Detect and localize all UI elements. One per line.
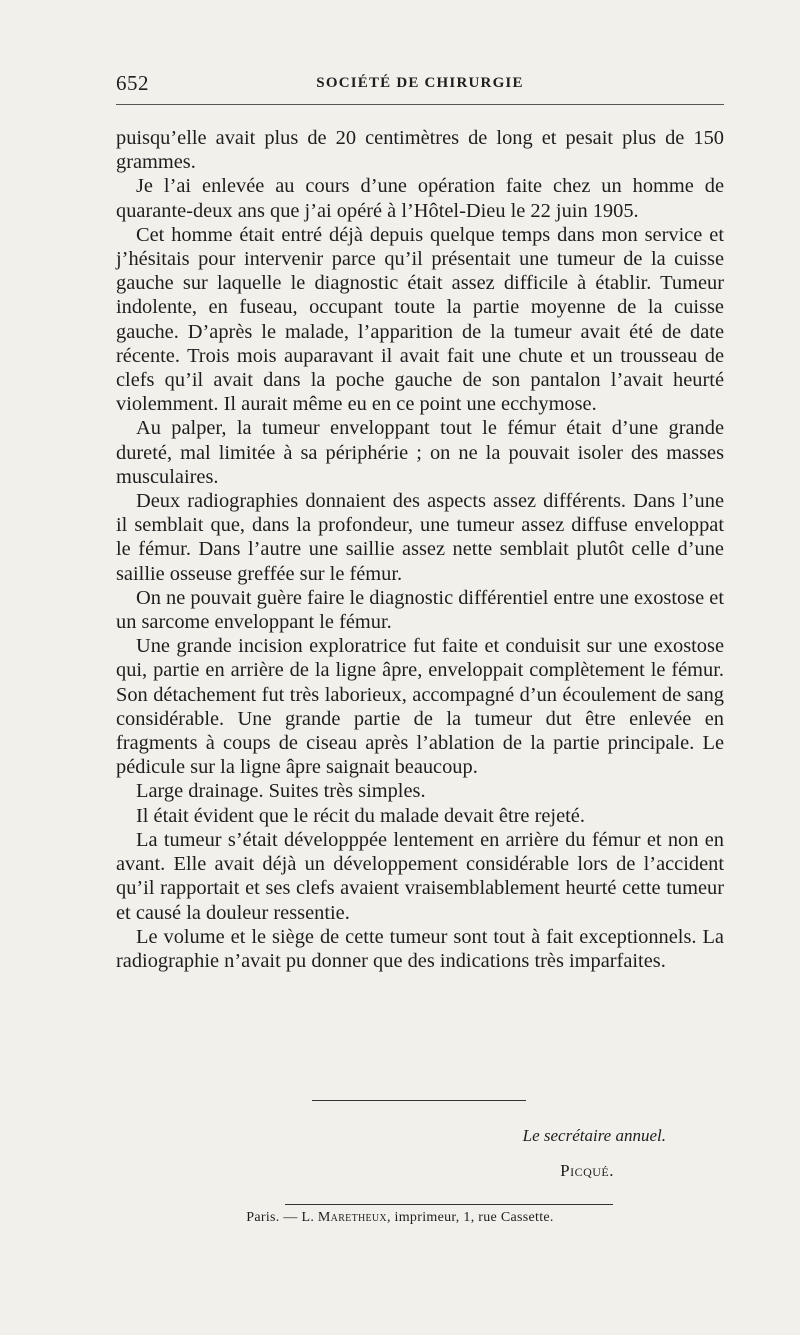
closing-rule (312, 1100, 526, 1101)
imprint-city: Paris. — L. (246, 1210, 318, 1225)
page-number: 652 (116, 71, 149, 95)
paragraph: La tumeur s’était développpée lentement en arrière du fémur et non en avant. Elle avait déjà un développement considérable lors de l’accident qu’il rapportait et ses clefs avaient vraisemblablement heurté cette tumeur et causé la douleur ressentie. (116, 828, 724, 924)
paragraph: Large drainage. Suites très simples. (136, 780, 426, 803)
paragraph-continued: puisqu’elle avait plus de 20 centimètres de long et pesait plus de 150 grammes. (116, 127, 724, 174)
footer-rule (285, 1204, 613, 1205)
paragraph: Deux radiographies donnaient des aspects assez différents. Dans l’une il semblait que, dans la profondeur, une tumeur assez diffuse enveloppat le fémur. Dans l’autre une saillie assez nette semblait plutôt celle d’une saillie osseuse greffée sur le fémur. (116, 490, 724, 585)
signature-role: Le secrétaire annuel. (522, 1126, 666, 1145)
paragraph: On ne pouvait guère faire le diagnostic différentiel entre une exostose et un sarcome enveloppant le fémur. (116, 586, 724, 634)
paragraph: Une grande incision exploratrice fut faite et conduisit sur une exostose qui, partie en arrière de la ligne âpre, enveloppait complètement le fémur. Son détachement fut très laborieux, accompagné d’un écoulement de sang considérable. Une grande partie de la tumeur dut être enlevée en fragments à coups de ciseau après l’ablation de la partie principale. Le pédicule sur la ligne âpre saignait beaucoup. (116, 635, 724, 779)
running-title: SOCIÉTÉ DE CHIRURGIE (316, 75, 524, 91)
imprint-address: , imprimeur, 1, rue Cassette. (386, 1210, 554, 1225)
paragraph: Cet homme était entré déjà depuis quelque temps dans mon service et j’hésitais pour intervenir parce qu’il présentait une tumeur de la cuisse gauche sur laquelle le diagnostic était assez difficile à établir. Tumeur indolente, en fuseau, occupant toute la partie moyenne de la cuisse gauche. D’après le malade, l’apparition de la tumeur avait été de date récente. Trois mois auparavant il avait fait une chute et un trousseau de clefs qu’il avait dans la poche gauche de son pantalon l’avait heurté violemment. Il aurait même eu en ce point une ecchymose. (116, 223, 724, 416)
page-header (116, 68, 724, 98)
signature-name: Picqué. (560, 1161, 614, 1180)
header-rule (116, 104, 724, 105)
body-text (116, 126, 724, 973)
paragraph: Le volume et le siège de cette tumeur sont tout à fait exceptionnels. La radiographie n’avait pu donner que des indications très imparfaites. (116, 925, 724, 972)
printer-imprint (0, 1210, 800, 1226)
paragraph: Je l’ai enlevée au cours d’une opération faite chez un homme de quarante-deux ans que j’ai opéré à l’Hôtel-Dieu le 22 juin 1905. (116, 175, 724, 222)
imprint-printer: Maretheux (317, 1210, 387, 1225)
paragraph: Il était évident que le récit du malade devait être rejeté. (136, 804, 585, 827)
paragraph: Au palper, la tumeur enveloppant tout le fémur était d’une grande dureté, mal limitée à sa périphérie ; on ne la pouvait isoler des masses musculaires. (116, 417, 724, 488)
